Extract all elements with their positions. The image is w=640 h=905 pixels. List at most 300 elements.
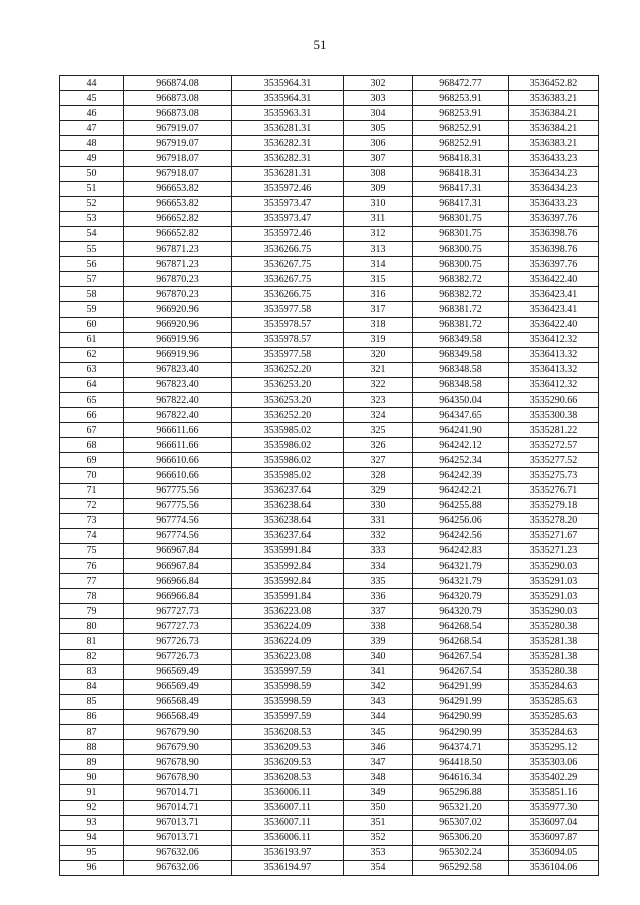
point-number-left: 50 bbox=[60, 166, 124, 181]
table-row bbox=[60, 453, 599, 468]
x-coordinate-right: 965292.58 bbox=[413, 860, 509, 875]
y-coordinate-right: 3536434.23 bbox=[509, 181, 599, 196]
x-coordinate-right: 968418.31 bbox=[413, 166, 509, 181]
point-number-right: 339 bbox=[344, 634, 413, 649]
point-number-right: 349 bbox=[344, 785, 413, 800]
y-coordinate-right: 3536384.21 bbox=[509, 121, 599, 136]
x-coordinate-right: 968417.31 bbox=[413, 196, 509, 211]
y-coordinate-left: 3536238.64 bbox=[232, 513, 344, 528]
y-coordinate-left: 3536223.08 bbox=[232, 604, 344, 619]
x-coordinate-right: 964616.34 bbox=[413, 770, 509, 785]
x-coordinate-right: 964350.04 bbox=[413, 392, 509, 407]
table-row bbox=[60, 211, 599, 226]
y-coordinate-left: 3536253.20 bbox=[232, 377, 344, 392]
point-number-left: 95 bbox=[60, 845, 124, 860]
x-coordinate-right: 968252.91 bbox=[413, 121, 509, 136]
y-coordinate-right: 3536094.05 bbox=[509, 845, 599, 860]
y-coordinate-right: 3536433.23 bbox=[509, 196, 599, 211]
y-coordinate-right: 3536413.32 bbox=[509, 347, 599, 362]
y-coordinate-left: 3535964.31 bbox=[232, 91, 344, 106]
point-number-left: 92 bbox=[60, 800, 124, 815]
x-coordinate-left: 967013.71 bbox=[124, 830, 232, 845]
point-number-right: 327 bbox=[344, 453, 413, 468]
table-row bbox=[60, 800, 599, 815]
table-row bbox=[60, 392, 599, 407]
table-row bbox=[60, 619, 599, 634]
x-coordinate-right: 964291.99 bbox=[413, 679, 509, 694]
y-coordinate-left: 3535977.58 bbox=[232, 302, 344, 317]
point-number-right: 322 bbox=[344, 377, 413, 392]
y-coordinate-left: 3535973.47 bbox=[232, 196, 344, 211]
x-coordinate-right: 964268.54 bbox=[413, 634, 509, 649]
point-number-left: 87 bbox=[60, 725, 124, 740]
x-coordinate-left: 966569.49 bbox=[124, 664, 232, 679]
table-row bbox=[60, 664, 599, 679]
point-number-left: 75 bbox=[60, 543, 124, 558]
x-coordinate-right: 968472.77 bbox=[413, 76, 509, 91]
point-number-left: 73 bbox=[60, 513, 124, 528]
y-coordinate-left: 3536208.53 bbox=[232, 725, 344, 740]
x-coordinate-left: 966652.82 bbox=[124, 211, 232, 226]
point-number-left: 80 bbox=[60, 619, 124, 634]
y-coordinate-left: 3536237.64 bbox=[232, 483, 344, 498]
point-number-left: 53 bbox=[60, 211, 124, 226]
x-coordinate-left: 966610.66 bbox=[124, 468, 232, 483]
x-coordinate-right: 964241.90 bbox=[413, 423, 509, 438]
x-coordinate-right: 968349.58 bbox=[413, 332, 509, 347]
table-row bbox=[60, 559, 599, 574]
point-number-right: 338 bbox=[344, 619, 413, 634]
table-row bbox=[60, 242, 599, 257]
table-row bbox=[60, 513, 599, 528]
point-number-right: 314 bbox=[344, 257, 413, 272]
y-coordinate-right: 3535290.66 bbox=[509, 392, 599, 407]
point-number-left: 62 bbox=[60, 347, 124, 362]
x-coordinate-right: 968301.75 bbox=[413, 211, 509, 226]
x-coordinate-right: 964242.56 bbox=[413, 528, 509, 543]
y-coordinate-left: 3536224.09 bbox=[232, 619, 344, 634]
x-coordinate-left: 967726.73 bbox=[124, 634, 232, 649]
point-number-left: 79 bbox=[60, 604, 124, 619]
point-number-left: 61 bbox=[60, 332, 124, 347]
y-coordinate-left: 3536282.31 bbox=[232, 136, 344, 151]
y-coordinate-left: 3536223.08 bbox=[232, 649, 344, 664]
x-coordinate-left: 967774.56 bbox=[124, 528, 232, 543]
table-row bbox=[60, 287, 599, 302]
y-coordinate-right: 3535285.63 bbox=[509, 694, 599, 709]
y-coordinate-right: 3536383.21 bbox=[509, 91, 599, 106]
x-coordinate-left: 967727.73 bbox=[124, 619, 232, 634]
point-number-right: 306 bbox=[344, 136, 413, 151]
y-coordinate-left: 3536209.53 bbox=[232, 755, 344, 770]
x-coordinate-right: 964268.54 bbox=[413, 619, 509, 634]
coordinate-table bbox=[59, 75, 599, 876]
y-coordinate-left: 3536238.64 bbox=[232, 498, 344, 513]
table-row bbox=[60, 860, 599, 875]
x-coordinate-left: 967822.40 bbox=[124, 408, 232, 423]
y-coordinate-right: 3535851.16 bbox=[509, 785, 599, 800]
table-row bbox=[60, 483, 599, 498]
y-coordinate-right: 3536422.40 bbox=[509, 272, 599, 287]
y-coordinate-left: 3536253.20 bbox=[232, 392, 344, 407]
x-coordinate-left: 966967.84 bbox=[124, 559, 232, 574]
x-coordinate-left: 967822.40 bbox=[124, 392, 232, 407]
point-number-right: 305 bbox=[344, 121, 413, 136]
table-row bbox=[60, 649, 599, 664]
x-coordinate-right: 964242.83 bbox=[413, 543, 509, 558]
point-number-left: 67 bbox=[60, 423, 124, 438]
point-number-left: 46 bbox=[60, 106, 124, 121]
point-number-right: 315 bbox=[344, 272, 413, 287]
table-row bbox=[60, 408, 599, 423]
table-row bbox=[60, 755, 599, 770]
y-coordinate-left: 3536006.11 bbox=[232, 785, 344, 800]
point-number-right: 309 bbox=[344, 181, 413, 196]
table-row bbox=[60, 770, 599, 785]
y-coordinate-left: 3535977.58 bbox=[232, 347, 344, 362]
y-coordinate-left: 3536282.31 bbox=[232, 151, 344, 166]
x-coordinate-left: 967632.06 bbox=[124, 860, 232, 875]
x-coordinate-left: 967919.07 bbox=[124, 136, 232, 151]
x-coordinate-left: 967870.23 bbox=[124, 287, 232, 302]
y-coordinate-left: 3536266.75 bbox=[232, 242, 344, 257]
x-coordinate-left: 966653.82 bbox=[124, 181, 232, 196]
y-coordinate-right: 3536433.23 bbox=[509, 151, 599, 166]
point-number-left: 55 bbox=[60, 242, 124, 257]
x-coordinate-left: 967775.56 bbox=[124, 483, 232, 498]
table-row bbox=[60, 815, 599, 830]
y-coordinate-right: 3536397.76 bbox=[509, 211, 599, 226]
x-coordinate-right: 964267.54 bbox=[413, 649, 509, 664]
table-row bbox=[60, 332, 599, 347]
x-coordinate-right: 968382.72 bbox=[413, 272, 509, 287]
table-row bbox=[60, 196, 599, 211]
y-coordinate-right: 3536398.76 bbox=[509, 226, 599, 241]
x-coordinate-right: 965307.02 bbox=[413, 815, 509, 830]
x-coordinate-left: 967823.40 bbox=[124, 377, 232, 392]
table-row bbox=[60, 468, 599, 483]
y-coordinate-left: 3535997.59 bbox=[232, 709, 344, 724]
point-number-right: 312 bbox=[344, 226, 413, 241]
point-number-left: 66 bbox=[60, 408, 124, 423]
x-coordinate-left: 967678.90 bbox=[124, 770, 232, 785]
point-number-right: 340 bbox=[344, 649, 413, 664]
x-coordinate-right: 964252.34 bbox=[413, 453, 509, 468]
y-coordinate-right: 3536412.32 bbox=[509, 377, 599, 392]
x-coordinate-left: 966610.66 bbox=[124, 453, 232, 468]
x-coordinate-left: 967823.40 bbox=[124, 362, 232, 377]
y-coordinate-left: 3536252.20 bbox=[232, 408, 344, 423]
point-number-right: 353 bbox=[344, 845, 413, 860]
y-coordinate-left: 3536193.97 bbox=[232, 845, 344, 860]
y-coordinate-left: 3535991.84 bbox=[232, 543, 344, 558]
point-number-left: 58 bbox=[60, 287, 124, 302]
point-number-right: 307 bbox=[344, 151, 413, 166]
y-coordinate-right: 3535276.71 bbox=[509, 483, 599, 498]
y-coordinate-left: 3535986.02 bbox=[232, 438, 344, 453]
point-number-right: 341 bbox=[344, 664, 413, 679]
x-coordinate-left: 967678.90 bbox=[124, 755, 232, 770]
point-number-right: 330 bbox=[344, 498, 413, 513]
x-coordinate-right: 964255.88 bbox=[413, 498, 509, 513]
point-number-left: 51 bbox=[60, 181, 124, 196]
point-number-right: 346 bbox=[344, 740, 413, 755]
y-coordinate-right: 3535290.03 bbox=[509, 604, 599, 619]
y-coordinate-right: 3535280.38 bbox=[509, 664, 599, 679]
y-coordinate-right: 3535285.63 bbox=[509, 709, 599, 724]
x-coordinate-left: 966874.08 bbox=[124, 76, 232, 91]
x-coordinate-left: 966919.96 bbox=[124, 347, 232, 362]
x-coordinate-left: 966966.84 bbox=[124, 589, 232, 604]
y-coordinate-left: 3535998.59 bbox=[232, 679, 344, 694]
point-number-right: 333 bbox=[344, 543, 413, 558]
point-number-right: 325 bbox=[344, 423, 413, 438]
point-number-right: 326 bbox=[344, 438, 413, 453]
x-coordinate-left: 967918.07 bbox=[124, 151, 232, 166]
table-row bbox=[60, 106, 599, 121]
x-coordinate-right: 968381.72 bbox=[413, 317, 509, 332]
x-coordinate-left: 966611.66 bbox=[124, 423, 232, 438]
x-coordinate-left: 966568.49 bbox=[124, 709, 232, 724]
point-number-left: 93 bbox=[60, 815, 124, 830]
table-row bbox=[60, 272, 599, 287]
table-row bbox=[60, 589, 599, 604]
y-coordinate-left: 3535973.47 bbox=[232, 211, 344, 226]
y-coordinate-right: 3536422.40 bbox=[509, 317, 599, 332]
x-coordinate-right: 968348.58 bbox=[413, 377, 509, 392]
y-coordinate-right: 3535291.03 bbox=[509, 589, 599, 604]
table-row bbox=[60, 634, 599, 649]
y-coordinate-right: 3536398.76 bbox=[509, 242, 599, 257]
point-number-left: 63 bbox=[60, 362, 124, 377]
x-coordinate-right: 968381.72 bbox=[413, 302, 509, 317]
point-number-left: 77 bbox=[60, 574, 124, 589]
point-number-right: 331 bbox=[344, 513, 413, 528]
y-coordinate-right: 3535281.38 bbox=[509, 634, 599, 649]
point-number-left: 71 bbox=[60, 483, 124, 498]
point-number-left: 89 bbox=[60, 755, 124, 770]
point-number-left: 84 bbox=[60, 679, 124, 694]
y-coordinate-left: 3535992.84 bbox=[232, 559, 344, 574]
y-coordinate-right: 3535271.23 bbox=[509, 543, 599, 558]
y-coordinate-left: 3535986.02 bbox=[232, 453, 344, 468]
point-number-left: 68 bbox=[60, 438, 124, 453]
x-coordinate-right: 964320.79 bbox=[413, 589, 509, 604]
y-coordinate-left: 3536007.11 bbox=[232, 800, 344, 815]
point-number-right: 344 bbox=[344, 709, 413, 724]
point-number-left: 60 bbox=[60, 317, 124, 332]
point-number-right: 311 bbox=[344, 211, 413, 226]
x-coordinate-left: 966611.66 bbox=[124, 438, 232, 453]
point-number-left: 54 bbox=[60, 226, 124, 241]
point-number-right: 323 bbox=[344, 392, 413, 407]
point-number-right: 316 bbox=[344, 287, 413, 302]
point-number-right: 336 bbox=[344, 589, 413, 604]
y-coordinate-left: 3536208.53 bbox=[232, 770, 344, 785]
point-number-right: 354 bbox=[344, 860, 413, 875]
point-number-left: 81 bbox=[60, 634, 124, 649]
point-number-left: 45 bbox=[60, 91, 124, 106]
y-coordinate-left: 3535991.84 bbox=[232, 589, 344, 604]
y-coordinate-right: 3535303.06 bbox=[509, 755, 599, 770]
y-coordinate-left: 3535997.59 bbox=[232, 664, 344, 679]
y-coordinate-right: 3535277.52 bbox=[509, 453, 599, 468]
point-number-left: 48 bbox=[60, 136, 124, 151]
point-number-right: 343 bbox=[344, 694, 413, 709]
x-coordinate-left: 967918.07 bbox=[124, 166, 232, 181]
y-coordinate-right: 3535291.03 bbox=[509, 574, 599, 589]
x-coordinate-left: 966873.08 bbox=[124, 106, 232, 121]
x-coordinate-right: 964320.79 bbox=[413, 604, 509, 619]
y-coordinate-right: 3535290.03 bbox=[509, 559, 599, 574]
table-row bbox=[60, 438, 599, 453]
point-number-right: 352 bbox=[344, 830, 413, 845]
x-coordinate-left: 966920.96 bbox=[124, 317, 232, 332]
x-coordinate-left: 966967.84 bbox=[124, 543, 232, 558]
y-coordinate-right: 3535272.57 bbox=[509, 438, 599, 453]
x-coordinate-right: 968253.91 bbox=[413, 91, 509, 106]
y-coordinate-right: 3536384.21 bbox=[509, 106, 599, 121]
point-number-left: 94 bbox=[60, 830, 124, 845]
x-coordinate-right: 965296.88 bbox=[413, 785, 509, 800]
point-number-left: 47 bbox=[60, 121, 124, 136]
y-coordinate-right: 3535279.18 bbox=[509, 498, 599, 513]
point-number-right: 334 bbox=[344, 559, 413, 574]
point-number-right: 337 bbox=[344, 604, 413, 619]
y-coordinate-right: 3536423.41 bbox=[509, 287, 599, 302]
y-coordinate-left: 3536006.11 bbox=[232, 830, 344, 845]
table-row bbox=[60, 694, 599, 709]
x-coordinate-left: 967871.23 bbox=[124, 257, 232, 272]
point-number-left: 85 bbox=[60, 694, 124, 709]
y-coordinate-right: 3535275.73 bbox=[509, 468, 599, 483]
coordinate-table-body bbox=[60, 76, 599, 876]
y-coordinate-left: 3535963.31 bbox=[232, 106, 344, 121]
y-coordinate-right: 3535295.12 bbox=[509, 740, 599, 755]
x-coordinate-right: 968300.75 bbox=[413, 242, 509, 257]
x-coordinate-left: 967013.71 bbox=[124, 815, 232, 830]
x-coordinate-right: 965302.24 bbox=[413, 845, 509, 860]
point-number-left: 49 bbox=[60, 151, 124, 166]
x-coordinate-right: 964290.99 bbox=[413, 725, 509, 740]
x-coordinate-left: 966919.96 bbox=[124, 332, 232, 347]
y-coordinate-right: 3535300.38 bbox=[509, 408, 599, 423]
y-coordinate-left: 3535978.57 bbox=[232, 332, 344, 347]
table-row bbox=[60, 528, 599, 543]
point-number-right: 310 bbox=[344, 196, 413, 211]
x-coordinate-right: 964256.06 bbox=[413, 513, 509, 528]
point-number-left: 78 bbox=[60, 589, 124, 604]
y-coordinate-right: 3535281.22 bbox=[509, 423, 599, 438]
point-number-left: 82 bbox=[60, 649, 124, 664]
x-coordinate-left: 967775.56 bbox=[124, 498, 232, 513]
table-row bbox=[60, 377, 599, 392]
table-row bbox=[60, 151, 599, 166]
point-number-right: 335 bbox=[344, 574, 413, 589]
point-number-right: 317 bbox=[344, 302, 413, 317]
y-coordinate-right: 3535278.20 bbox=[509, 513, 599, 528]
y-coordinate-right: 3536397.76 bbox=[509, 257, 599, 272]
x-coordinate-left: 967679.90 bbox=[124, 740, 232, 755]
point-number-right: 304 bbox=[344, 106, 413, 121]
x-coordinate-right: 964418.50 bbox=[413, 755, 509, 770]
table-row bbox=[60, 830, 599, 845]
x-coordinate-left: 966966.84 bbox=[124, 574, 232, 589]
x-coordinate-left: 967014.71 bbox=[124, 800, 232, 815]
y-coordinate-left: 3536281.31 bbox=[232, 121, 344, 136]
x-coordinate-left: 967014.71 bbox=[124, 785, 232, 800]
table-row bbox=[60, 317, 599, 332]
point-number-right: 319 bbox=[344, 332, 413, 347]
x-coordinate-right: 964321.79 bbox=[413, 559, 509, 574]
y-coordinate-left: 3535964.31 bbox=[232, 76, 344, 91]
point-number-left: 90 bbox=[60, 770, 124, 785]
y-coordinate-left: 3536266.75 bbox=[232, 287, 344, 302]
y-coordinate-right: 3535281.38 bbox=[509, 649, 599, 664]
y-coordinate-right: 3536097.04 bbox=[509, 815, 599, 830]
x-coordinate-right: 968253.91 bbox=[413, 106, 509, 121]
y-coordinate-right: 3535271.67 bbox=[509, 528, 599, 543]
x-coordinate-left: 967870.23 bbox=[124, 272, 232, 287]
x-coordinate-left: 967726.73 bbox=[124, 649, 232, 664]
x-coordinate-right: 964321.79 bbox=[413, 574, 509, 589]
point-number-right: 332 bbox=[344, 528, 413, 543]
x-coordinate-right: 964291.99 bbox=[413, 694, 509, 709]
x-coordinate-right: 964347.65 bbox=[413, 408, 509, 423]
y-coordinate-left: 3535972.46 bbox=[232, 226, 344, 241]
point-number-left: 91 bbox=[60, 785, 124, 800]
y-coordinate-left: 3535978.57 bbox=[232, 317, 344, 332]
x-coordinate-right: 968300.75 bbox=[413, 257, 509, 272]
x-coordinate-right: 965306.20 bbox=[413, 830, 509, 845]
point-number-left: 52 bbox=[60, 196, 124, 211]
x-coordinate-right: 968418.31 bbox=[413, 151, 509, 166]
y-coordinate-left: 3536237.64 bbox=[232, 528, 344, 543]
x-coordinate-right: 968301.75 bbox=[413, 226, 509, 241]
point-number-left: 44 bbox=[60, 76, 124, 91]
table-row bbox=[60, 543, 599, 558]
point-number-right: 318 bbox=[344, 317, 413, 332]
x-coordinate-left: 967871.23 bbox=[124, 242, 232, 257]
y-coordinate-left: 3536252.20 bbox=[232, 362, 344, 377]
y-coordinate-left: 3535985.02 bbox=[232, 468, 344, 483]
y-coordinate-left: 3535998.59 bbox=[232, 694, 344, 709]
y-coordinate-left: 3535972.46 bbox=[232, 181, 344, 196]
table-row bbox=[60, 302, 599, 317]
point-number-left: 70 bbox=[60, 468, 124, 483]
x-coordinate-left: 967727.73 bbox=[124, 604, 232, 619]
point-number-left: 88 bbox=[60, 740, 124, 755]
x-coordinate-right: 965321.20 bbox=[413, 800, 509, 815]
table-row bbox=[60, 498, 599, 513]
point-number-left: 74 bbox=[60, 528, 124, 543]
point-number-left: 83 bbox=[60, 664, 124, 679]
point-number-left: 56 bbox=[60, 257, 124, 272]
table-row bbox=[60, 725, 599, 740]
y-coordinate-left: 3536281.31 bbox=[232, 166, 344, 181]
x-coordinate-right: 968348.58 bbox=[413, 362, 509, 377]
x-coordinate-left: 967679.90 bbox=[124, 725, 232, 740]
x-coordinate-right: 968382.72 bbox=[413, 287, 509, 302]
table-row bbox=[60, 166, 599, 181]
point-number-left: 72 bbox=[60, 498, 124, 513]
x-coordinate-right: 964290.99 bbox=[413, 709, 509, 724]
y-coordinate-right: 3535402.29 bbox=[509, 770, 599, 785]
point-number-left: 69 bbox=[60, 453, 124, 468]
point-number-right: 321 bbox=[344, 362, 413, 377]
table-row bbox=[60, 740, 599, 755]
table-row bbox=[60, 76, 599, 91]
